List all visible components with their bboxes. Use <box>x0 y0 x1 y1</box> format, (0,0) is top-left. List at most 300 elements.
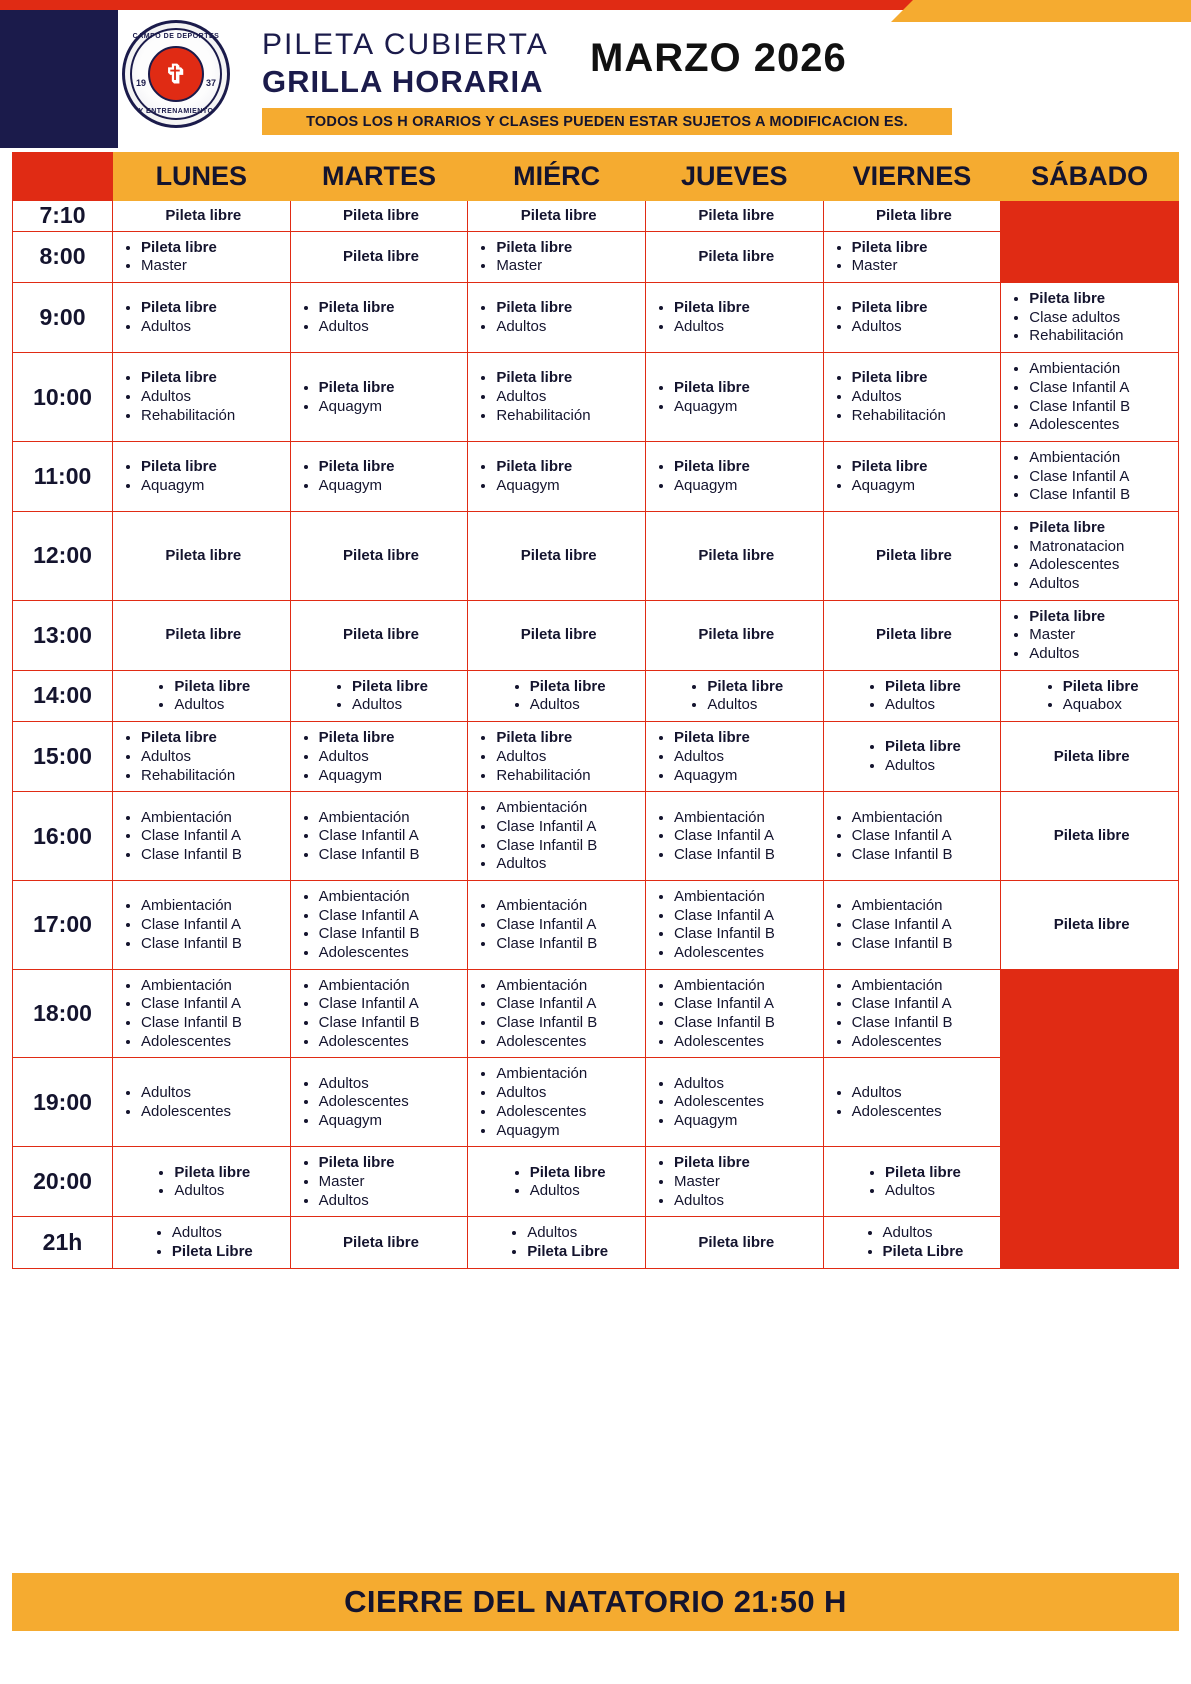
schedule-cell <box>468 670 646 721</box>
schedule-cell <box>468 880 646 969</box>
activity-list <box>478 1065 639 1139</box>
activity-item: • Aquagym <box>852 477 995 495</box>
schedule-cell <box>823 231 1001 282</box>
schedule-cell <box>645 441 823 511</box>
logo-top-text: CAMPO DE DEPORTES <box>132 33 220 40</box>
activity-item: • Pileta libre <box>852 299 995 317</box>
activity-list <box>834 1084 995 1120</box>
schedule-cell <box>1001 1147 1179 1217</box>
activity-item: • Adultos <box>674 1075 817 1093</box>
hour-label: 14:00 <box>13 670 113 721</box>
activity-item: • Clase Infantil B <box>1029 486 1172 504</box>
logo-year-right: 37 <box>205 78 216 88</box>
fire-department-logo <box>122 20 230 128</box>
activity-item: • Aquabox <box>1063 696 1139 714</box>
activity-item: • Pileta libre <box>852 369 995 387</box>
activity-list <box>478 977 639 1051</box>
activity-item: • Pileta libre <box>674 458 817 476</box>
activity-list <box>156 677 250 715</box>
activity-item: • Adolescentes <box>141 1103 284 1121</box>
header-navy-block <box>0 0 118 148</box>
activity-item: • Ambientación <box>496 1065 639 1083</box>
activity-item: • Clase Infantil A <box>496 995 639 1013</box>
activity-item: • Clase Infantil B <box>852 935 995 953</box>
activity-item: • Adultos <box>496 748 639 766</box>
month-label: MARZO 2026 <box>590 36 847 80</box>
activity-list <box>1045 677 1139 715</box>
schedule-cell <box>823 670 1001 721</box>
schedule-row <box>13 670 1179 721</box>
hour-label: 21h <box>13 1217 113 1268</box>
schedule-cell <box>645 670 823 721</box>
schedule-cell <box>645 880 823 969</box>
activity-list <box>123 729 284 784</box>
activity-item: • Ambientación <box>496 897 639 915</box>
schedule-cell <box>823 353 1001 442</box>
schedule-cell: Pileta libre <box>645 231 823 282</box>
activity-list <box>1011 360 1172 434</box>
day-header-sabado: SÁBADO <box>1001 153 1179 201</box>
schedule-body <box>13 201 1179 1269</box>
activity-list <box>301 729 462 784</box>
hour-label: 16:00 <box>13 792 113 881</box>
schedule-cell: Pileta libre <box>290 600 468 670</box>
activity-item: • Pileta libre <box>319 299 462 317</box>
schedule-cell: Pileta libre <box>1001 880 1179 969</box>
schedule-cell: Pileta libre <box>290 511 468 600</box>
activity-item: • Ambientación <box>496 977 639 995</box>
schedule-cell <box>823 1058 1001 1147</box>
day-header-jueves: JUEVES <box>645 153 823 201</box>
schedule-cell <box>823 1147 1001 1217</box>
activity-list <box>834 458 995 494</box>
schedule-cell: Pileta libre <box>113 600 291 670</box>
activity-list <box>123 299 284 335</box>
activity-item: • Ambientación <box>141 897 284 915</box>
schedule-cell: Pileta libre <box>645 511 823 600</box>
schedule-row <box>13 511 1179 600</box>
activity-item: • Pileta libre <box>319 729 462 747</box>
activity-item: • Clase Infantil A <box>496 818 639 836</box>
activity-item: • Ambientación <box>674 888 817 906</box>
activity-list <box>656 379 817 415</box>
schedule-cell <box>113 441 291 511</box>
activity-item: • Pileta libre <box>496 369 639 387</box>
activity-item: • Adolescentes <box>496 1033 639 1051</box>
activity-list <box>478 239 639 275</box>
activity-list <box>656 729 817 784</box>
schedule-cell <box>113 880 291 969</box>
activity-item: • Pileta libre <box>674 379 817 397</box>
page-title <box>262 30 549 100</box>
activity-item: • Pileta libre <box>885 1164 961 1182</box>
activity-item: • Clase adultos <box>1029 309 1172 327</box>
activity-item: • Adultos <box>141 748 284 766</box>
schedule-cell: Pileta libre <box>1001 792 1179 881</box>
activity-item: • Adultos <box>141 388 284 406</box>
activity-item: • Ambientación <box>319 888 462 906</box>
activity-item: • Pileta libre <box>674 1154 817 1172</box>
activity-item: • Adultos <box>319 1075 462 1093</box>
activity-item: • Ambientación <box>674 977 817 995</box>
activity-item: • Adolescentes <box>141 1033 284 1051</box>
activity-item: • Adolescentes <box>319 1033 462 1051</box>
activity-list <box>301 299 462 335</box>
activity-item: • Pileta libre <box>319 458 462 476</box>
activity-item: • Master <box>674 1173 817 1191</box>
activity-list <box>301 458 462 494</box>
activity-item: • Adultos <box>319 318 462 336</box>
schedule-cell <box>468 792 646 881</box>
activity-item: • Pileta libre <box>674 299 817 317</box>
activity-item: • Clase Infantil A <box>852 916 995 934</box>
activity-item: • Adolescentes <box>852 1033 995 1051</box>
schedule-cell <box>645 1058 823 1147</box>
activity-item: • Clase Infantil B <box>141 1014 284 1032</box>
schedule-cell <box>1001 511 1179 600</box>
activity-item: • Adultos <box>174 696 250 714</box>
activity-item: • Clase Infantil A <box>852 827 995 845</box>
activity-item: • Clase Infantil A <box>319 995 462 1013</box>
activity-item: • Ambientación <box>319 809 462 827</box>
activity-item: • Adultos <box>1029 645 1172 663</box>
activity-list <box>834 369 995 424</box>
schedule-cell <box>645 353 823 442</box>
activity-list <box>1011 519 1172 593</box>
activity-list <box>301 977 462 1051</box>
activity-list <box>689 677 783 715</box>
activity-list <box>867 737 961 775</box>
activity-item: • Adultos <box>496 318 639 336</box>
activity-list <box>1011 608 1172 663</box>
schedule-cell <box>290 880 468 969</box>
day-header-martes: MARTES <box>290 153 468 201</box>
activity-item: • Pileta libre <box>1063 678 1139 696</box>
activity-list <box>478 799 639 873</box>
day-header-viernes: VIERNES <box>823 153 1001 201</box>
activity-list <box>656 1154 817 1209</box>
schedule-cell <box>113 231 291 282</box>
activity-item: • Adolescentes <box>852 1103 995 1121</box>
activity-item: • Adultos <box>530 696 606 714</box>
schedule-cell: Pileta libre <box>823 511 1001 600</box>
activity-item: • Ambientación <box>852 977 995 995</box>
activity-item: • Aquagym <box>674 398 817 416</box>
schedule-cell <box>1001 670 1179 721</box>
hour-label: 19:00 <box>13 1058 113 1147</box>
hour-label: 12:00 <box>13 511 113 600</box>
activity-item: • Clase Infantil A <box>319 907 462 925</box>
activity-list <box>865 1223 964 1261</box>
hour-label: 10:00 <box>13 353 113 442</box>
activity-list <box>123 809 284 864</box>
title-line-1: PILETA CUBIERTA <box>262 28 549 61</box>
activity-item: • Pileta Libre <box>883 1243 964 1261</box>
activity-item: • Matronatacion <box>1029 538 1172 556</box>
activity-item: • Pileta libre <box>141 369 284 387</box>
activity-item: • Pileta libre <box>530 678 606 696</box>
activity-item: • Ambientación <box>852 897 995 915</box>
activity-item: • Pileta libre <box>707 678 783 696</box>
activity-item: • Adolescentes <box>319 1093 462 1111</box>
activity-item: • Pileta libre <box>1029 608 1172 626</box>
activity-item: • Master <box>496 257 639 275</box>
activity-item: • Adultos <box>852 388 995 406</box>
schedule-row <box>13 969 1179 1058</box>
activity-item: • Adultos <box>885 696 961 714</box>
activity-list <box>154 1223 253 1261</box>
schedule-cell <box>113 969 291 1058</box>
activity-item: • Clase Infantil A <box>141 916 284 934</box>
activity-list <box>834 897 995 952</box>
activity-item: • Clase Infantil A <box>1029 468 1172 486</box>
activity-list <box>123 1084 284 1120</box>
schedule-cell <box>290 792 468 881</box>
activity-item: • Rehabilitación <box>141 407 284 425</box>
activity-item: • Adultos <box>174 1182 250 1200</box>
schedule-cell <box>823 441 1001 511</box>
schedule-row <box>13 600 1179 670</box>
activity-item: • Clase Infantil B <box>141 846 284 864</box>
day-header-miercoles: MIÉRC <box>468 153 646 201</box>
activity-item: • Pileta Libre <box>172 1243 253 1261</box>
activity-item: • Ambientación <box>496 799 639 817</box>
activity-item: • Master <box>852 257 995 275</box>
activity-item: • Clase Infantil B <box>674 925 817 943</box>
activity-list <box>656 977 817 1051</box>
activity-item: • Pileta libre <box>141 729 284 747</box>
activity-list <box>1011 290 1172 345</box>
schedule-cell <box>113 1058 291 1147</box>
title-line-2: GRILLA HORARIA <box>262 64 544 99</box>
activity-list <box>334 677 428 715</box>
activity-item: • Pileta libre <box>885 678 961 696</box>
schedule-cell <box>468 722 646 792</box>
hour-label: 11:00 <box>13 441 113 511</box>
hour-label: 18:00 <box>13 969 113 1058</box>
schedule-row <box>13 283 1179 353</box>
activity-list <box>656 809 817 864</box>
activity-item: • Adultos <box>496 855 639 873</box>
activity-item: • Pileta libre <box>141 458 284 476</box>
activity-item: • Adultos <box>1029 575 1172 593</box>
activity-item: • Adultos <box>141 318 284 336</box>
activity-list <box>301 379 462 415</box>
activity-item: • Pileta libre <box>319 1154 462 1172</box>
activity-list <box>478 897 639 952</box>
schedule-cell <box>468 283 646 353</box>
activity-item: • Adultos <box>674 318 817 336</box>
schedule-cell <box>113 1147 291 1217</box>
activity-item: • Clase Infantil A <box>674 907 817 925</box>
activity-item: • Ambientación <box>674 809 817 827</box>
schedule-cell <box>1001 283 1179 353</box>
activity-item: • Clase Infantil B <box>674 846 817 864</box>
activity-item: • Pileta libre <box>319 379 462 397</box>
schedule-cell <box>1001 1058 1179 1147</box>
schedule-cell <box>645 1147 823 1217</box>
activity-item: • Adolescentes <box>319 944 462 962</box>
activity-list <box>123 239 284 275</box>
schedule-cell <box>468 1058 646 1147</box>
activity-item: • Master <box>141 257 284 275</box>
activity-item: • Clase Infantil A <box>141 995 284 1013</box>
activity-item: • Clase Infantil B <box>852 846 995 864</box>
maltese-cross-icon: ✞ <box>148 46 204 102</box>
activity-item: • Clase Infantil A <box>319 827 462 845</box>
schedule-row <box>13 353 1179 442</box>
schedule-cell <box>1001 353 1179 442</box>
activity-item: • Pileta libre <box>1029 290 1172 308</box>
schedule-cell <box>113 670 291 721</box>
activity-item: • Adolescentes <box>1029 556 1172 574</box>
schedule-cell <box>1001 969 1179 1058</box>
activity-item: • Clase Infantil A <box>674 827 817 845</box>
schedule-row <box>13 722 1179 792</box>
schedule-row <box>13 231 1179 282</box>
activity-item: • Adultos <box>674 1192 817 1210</box>
activity-item: • Adultos <box>319 748 462 766</box>
schedule-row <box>13 1217 1179 1268</box>
schedule-cell <box>113 722 291 792</box>
activity-list <box>834 239 995 275</box>
schedule-cell <box>113 353 291 442</box>
activity-item: • Adolescentes <box>674 1093 817 1111</box>
schedule-cell <box>290 969 468 1058</box>
schedule-cell <box>113 283 291 353</box>
activity-item: • Pileta libre <box>141 299 284 317</box>
schedule-cell <box>645 722 823 792</box>
activity-item: • Adolescentes <box>496 1103 639 1121</box>
activity-item: • Ambientación <box>852 809 995 827</box>
schedule-cell: Pileta libre <box>823 201 1001 232</box>
schedule-grid <box>12 152 1179 1269</box>
activity-item: • Aquagym <box>496 1122 639 1140</box>
activity-item: • Master <box>319 1173 462 1191</box>
activity-item: • Pileta libre <box>174 1164 250 1182</box>
activity-item: • Aquagym <box>319 477 462 495</box>
activity-item: • Ambientación <box>319 977 462 995</box>
activity-item: • Pileta libre <box>496 729 639 747</box>
schedule-cell: Pileta libre <box>113 201 291 232</box>
activity-item: • Aquagym <box>319 398 462 416</box>
activity-item: • Clase Infantil B <box>319 1014 462 1032</box>
activity-item: • Adultos <box>883 1224 964 1242</box>
activity-list <box>867 1163 961 1201</box>
schedule-row <box>13 792 1179 881</box>
activity-item: • Clase Infantil A <box>852 995 995 1013</box>
activity-item: • Adultos <box>852 318 995 336</box>
activity-item: • Clase Infantil B <box>496 935 639 953</box>
activity-list <box>301 1075 462 1130</box>
activity-item: • Ambientación <box>1029 360 1172 378</box>
schedule-cell: Pileta libre <box>1001 722 1179 792</box>
activity-item: • Adultos <box>852 1084 995 1102</box>
activity-item: • Clase Infantil B <box>496 1014 639 1032</box>
activity-item: • Aquagym <box>141 477 284 495</box>
activity-list <box>478 458 639 494</box>
activity-item: • Pileta Libre <box>527 1243 608 1261</box>
schedule-cell <box>290 670 468 721</box>
schedule-cell <box>1001 231 1179 282</box>
hour-label: 8:00 <box>13 231 113 282</box>
activity-list <box>301 1154 462 1209</box>
activity-list <box>123 897 284 952</box>
schedule-cell <box>113 1217 291 1268</box>
activity-item: • Clase Infantil A <box>141 827 284 845</box>
schedule-cell: Pileta libre <box>290 1217 468 1268</box>
activity-list <box>301 809 462 864</box>
schedule-cell <box>645 792 823 881</box>
activity-list <box>656 299 817 335</box>
page-header <box>0 0 1191 148</box>
hour-label: 20:00 <box>13 1147 113 1217</box>
activity-list <box>301 888 462 962</box>
schedule-cell <box>113 792 291 881</box>
activity-list <box>512 1163 606 1201</box>
closing-notice: CIERRE DEL NATATORIO 21:50 H <box>12 1573 1179 1631</box>
activity-list <box>656 458 817 494</box>
schedule-row <box>13 1058 1179 1147</box>
activity-item: • Aquagym <box>319 767 462 785</box>
notice-bar: TODOS LOS H ORARIOS Y CLASES PUEDEN ESTAR SUJETOS A MODIFICACION ES. <box>262 108 952 135</box>
activity-item: • Rehabilitación <box>852 407 995 425</box>
activity-list <box>123 369 284 424</box>
schedule-cell: Pileta libre <box>290 201 468 232</box>
activity-item: • Clase Infantil B <box>319 925 462 943</box>
schedule-cell <box>468 969 646 1058</box>
activity-item: • Adultos <box>885 1182 961 1200</box>
activity-item: • Adultos <box>530 1182 606 1200</box>
activity-item: • Pileta libre <box>496 299 639 317</box>
activity-item: • Clase Infantil B <box>496 837 639 855</box>
schedule-cell <box>290 722 468 792</box>
activity-list <box>478 299 639 335</box>
schedule-cell <box>1001 201 1179 232</box>
activity-item: • Adultos <box>172 1224 253 1242</box>
activity-item: • Adultos <box>707 696 783 714</box>
activity-item: • Aquagym <box>496 477 639 495</box>
schedule-table <box>12 152 1179 1269</box>
schedule-cell: Pileta libre <box>113 511 291 600</box>
activity-list <box>478 729 639 784</box>
activity-item: • Pileta libre <box>174 678 250 696</box>
schedule-cell <box>1001 1217 1179 1268</box>
activity-item: • Clase Infantil A <box>1029 379 1172 397</box>
schedule-row <box>13 441 1179 511</box>
schedule-cell <box>645 969 823 1058</box>
hour-label: 13:00 <box>13 600 113 670</box>
schedule-row <box>13 880 1179 969</box>
schedule-cell <box>468 1147 646 1217</box>
schedule-cell: Pileta libre <box>645 201 823 232</box>
hour-column-header <box>13 153 113 201</box>
logo-bottom-text: Y ENTRENAMIENTO <box>138 108 214 115</box>
activity-item: • Pileta libre <box>852 458 995 476</box>
activity-item: • Adolescentes <box>1029 416 1172 434</box>
activity-item: • Pileta libre <box>530 1164 606 1182</box>
schedule-cell: Pileta libre <box>290 231 468 282</box>
activity-item: • Rehabilitación <box>141 767 284 785</box>
activity-list <box>656 1075 817 1130</box>
activity-item: • Adultos <box>674 748 817 766</box>
activity-item: • Ambientación <box>141 977 284 995</box>
schedule-cell <box>290 353 468 442</box>
activity-item: • Adultos <box>885 757 961 775</box>
activity-item: • Clase Infantil B <box>1029 398 1172 416</box>
activity-item: • Adolescentes <box>674 1033 817 1051</box>
activity-item: • Adultos <box>496 1084 639 1102</box>
